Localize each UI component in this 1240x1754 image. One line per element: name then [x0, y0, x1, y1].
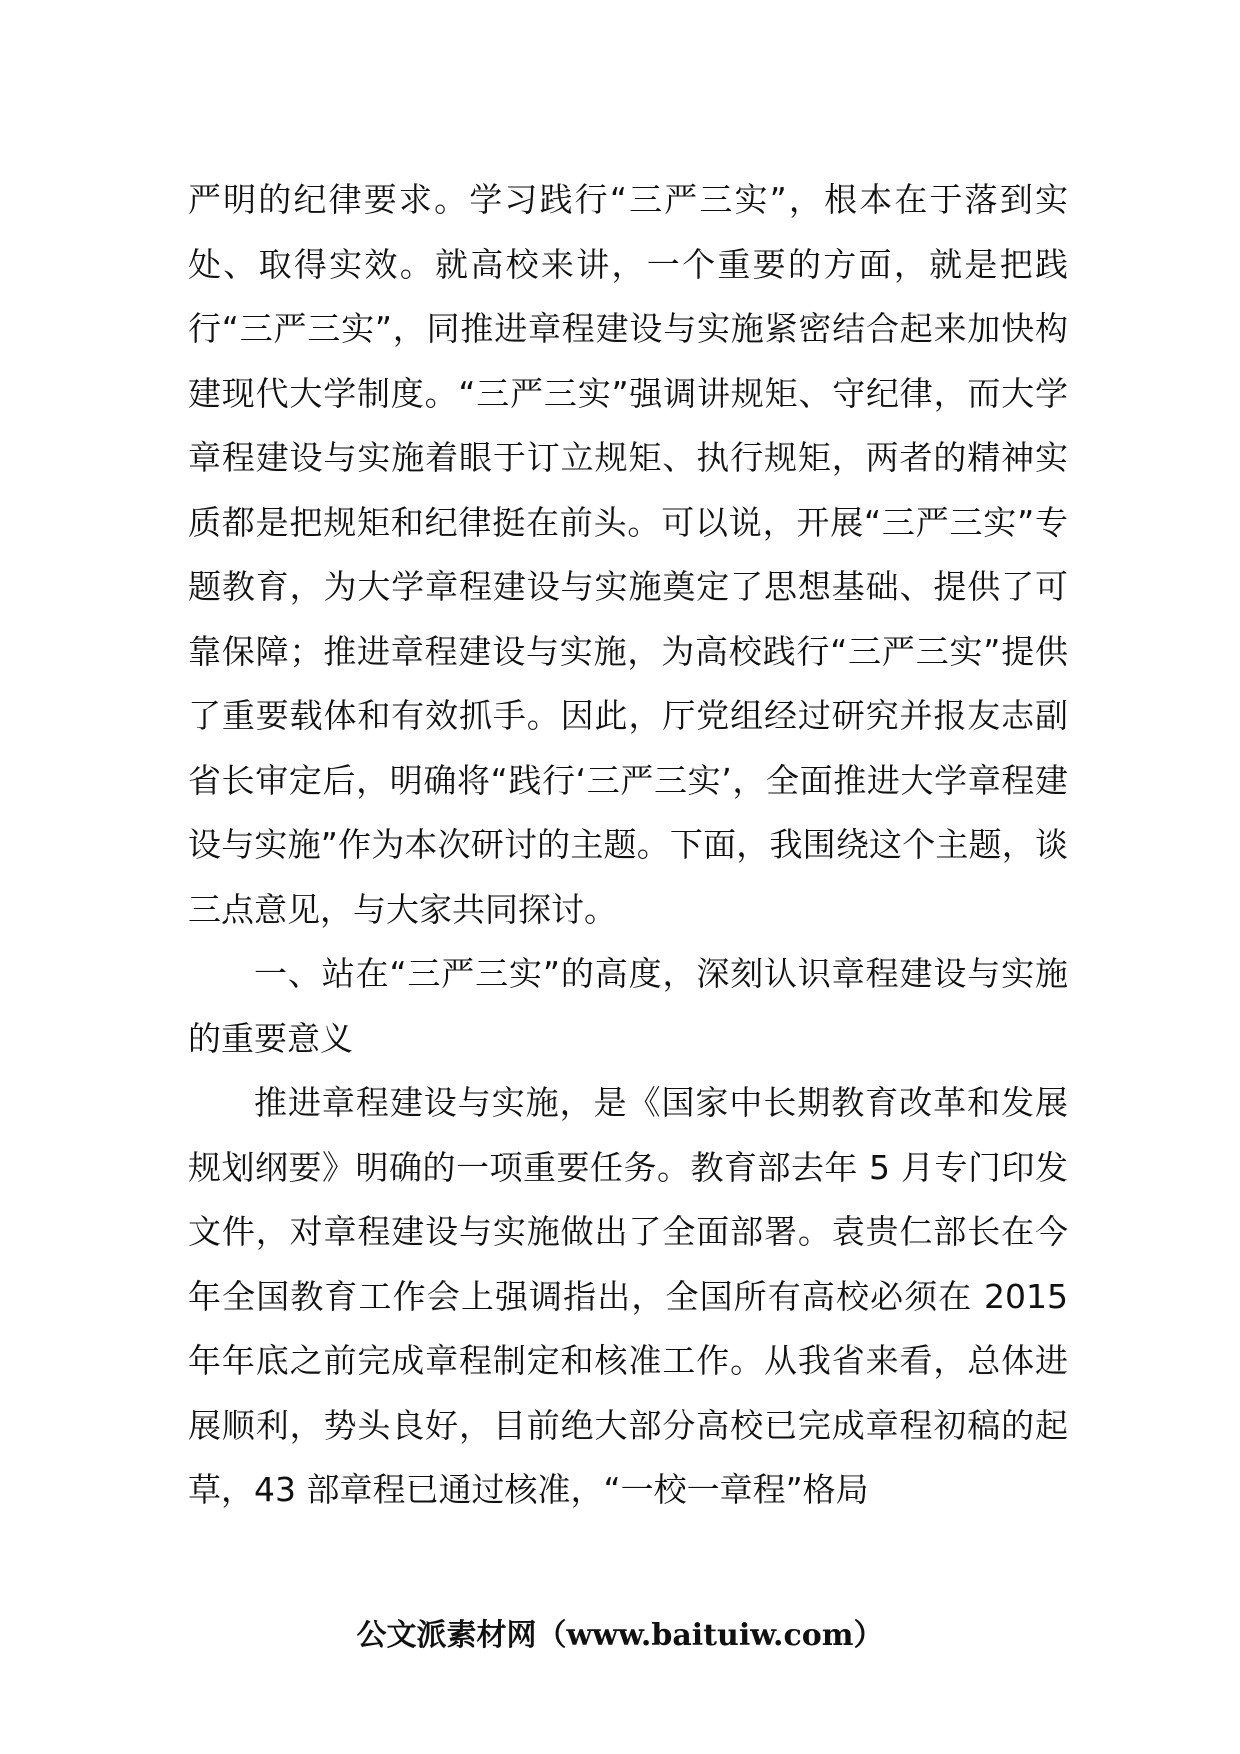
footer-watermark: 公文派素材网（www.baituiw.com） [356, 1618, 884, 1653]
document-body [188, 168, 1068, 1523]
section-heading-1: 一、站在“三严三实”的高度，深刻认识章程建设与实施的重要意义 [188, 954, 1068, 1058]
paragraph-1: 严明的纪律要求。学习践行“三严三实”，根本在于落到实处、取得实效。就高校来讲，一个重要的方面，就是把践行“三严三实”，同推进章程建设与实施紧密结合起来加快构建现代大学制度。“三严三实”强调讲规矩、守纪律，而大学章程建设与实施着眼于订立规矩、执行规矩，两者的精神实质都是把规矩和纪律挺在前头。可以说，开展“三严三实”专题教育，为大学章程建设与实施奠定了思想基础、提供了可靠保障；推进章程建设与实施，为高校践行“三严三实”提供了重要载体和有效抓手。因此，厅党组经过研究并报友志副省长审定后，明确将“践行‘三严三实’，全面推进大学章程建设与实施”作为本次研讨的主题。下面，我围绕这个主题，谈三点意见，与大家共同探讨。 [188, 180, 1068, 929]
paragraph-2: 推进章程建设与实施，是《国家中长期教育改革和发展规划纲要》明确的一项重要任务。教育部去年 5 月专门印发文件，对章程建设与实施做出了全面部署。袁贵仁部长在今年全国教育工作会上强调指出，全国所有高校必须在 2015 年年底之前完成章程制定和核准工作。从我省来看，总体进展顺利，势头良好，目前绝大部分高校已完成章程初稿的起草，43 部章程已通过核准，“一校一章程”格局 [188, 1083, 1068, 1509]
